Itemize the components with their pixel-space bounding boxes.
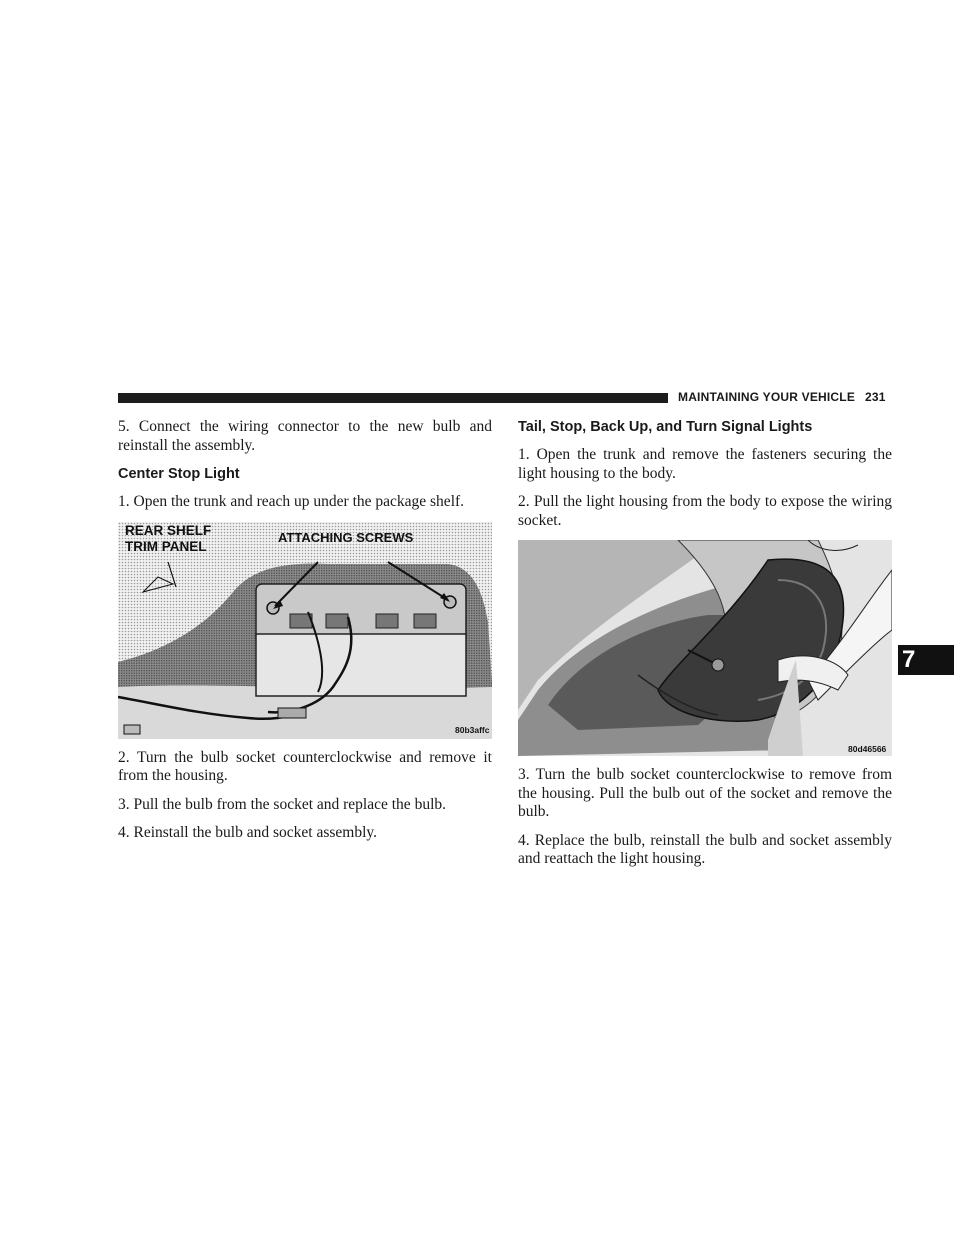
tail-light-figure	[518, 540, 892, 756]
rear-shelf-label-line2: TRIM PANEL	[125, 538, 207, 554]
center-stop-step-3: 3. Pull the bulb from the socket and replace the bulb.	[118, 795, 446, 813]
center-stop-light-figure	[118, 522, 492, 739]
tail-stop-lights-heading: Tail, Stop, Back Up, and Turn Signal Lights	[518, 419, 813, 435]
tail-light-illustration	[518, 540, 892, 756]
center-stop-step-4: 4. Reinstall the bulb and socket assembly.	[118, 824, 378, 841]
page-number: 231	[865, 390, 886, 404]
rear-shelf-label-line1: REAR SHELF	[125, 522, 212, 538]
running-header	[678, 390, 886, 404]
tail-lights-step-1: 1. Open the trunk and remove the fasteners securing the light housing to the body.	[518, 446, 892, 482]
chapter-tab: 7	[898, 645, 954, 675]
section-title: MAINTAINING YOUR VEHICLE	[678, 390, 856, 404]
step-5-connect-wiring: 5. Connect the wiring connector to the new bulb and reinstall the assembly.	[118, 418, 492, 454]
figure-code-tail-light: 80d46566	[848, 744, 887, 754]
tail-lights-step-2: 2. Pull the light housing from the body to expose the wiring socket.	[518, 493, 892, 529]
center-stop-step-1: 1. Open the trunk and reach up under the package shelf.	[118, 493, 465, 510]
attaching-screws-label: ATTACHING SCREWS	[278, 529, 414, 545]
figure-code-center-stop: 80b3affc	[455, 724, 490, 735]
left-column	[118, 418, 492, 853]
right-column	[518, 418, 892, 879]
tail-lights-step-4: 4. Replace the bulb, reinstall the bulb and socket assembly and reattach the light housing.	[518, 831, 892, 867]
rear-shelf-trim-panel-label	[125, 523, 211, 555]
center-stop-step-2: 2. Turn the bulb socket counterclockwise and remove it from the housing.	[118, 748, 492, 784]
header-rule	[118, 393, 668, 403]
tail-lights-step-3: 3. Turn the bulb socket counterclockwise to remove from the housing. Pull the bulb out of the socket and remove the bulb.	[518, 766, 892, 820]
center-stop-light-heading: Center Stop Light	[118, 466, 240, 482]
